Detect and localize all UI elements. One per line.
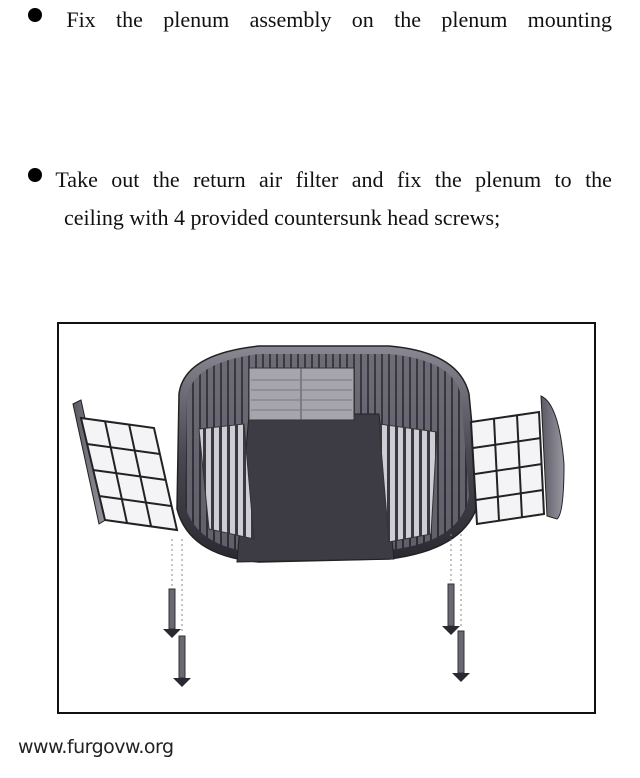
word: air (259, 167, 283, 192)
word: mounting (527, 7, 612, 32)
left-return-air-filter (73, 400, 177, 530)
word: the (394, 7, 421, 32)
watermark-url: www.furgovw.org (18, 736, 174, 758)
word: on (351, 7, 374, 32)
countersunk-screw (442, 584, 460, 635)
word: fix (396, 167, 422, 192)
step-2-line (28, 168, 612, 192)
plenum-exploded-view (59, 324, 594, 712)
word: Take (55, 167, 98, 192)
plenum-shell (177, 346, 479, 562)
countersunk-screw (163, 589, 181, 638)
word: Fix (66, 7, 96, 32)
word: the (434, 167, 462, 192)
bullet-icon (28, 168, 42, 182)
word: filter (295, 167, 339, 192)
word: assembly (249, 7, 332, 32)
word: return (193, 167, 246, 192)
countersunk-screw (173, 636, 191, 687)
word: plenum (163, 7, 230, 32)
word: the (585, 167, 612, 192)
countersunk-screw (452, 631, 470, 682)
word: the (152, 167, 180, 192)
word: to (554, 167, 572, 192)
step-2-continuation: ceiling with 4 provided countersunk head screws; (64, 205, 501, 230)
word: plenum (475, 167, 542, 192)
step-1-line (28, 8, 612, 32)
word: out (111, 167, 140, 192)
word: and (351, 167, 384, 192)
word: plenum (441, 7, 508, 32)
plenum-assembly-figure (57, 322, 596, 714)
bullet-icon (28, 8, 42, 22)
right-return-air-filter (471, 396, 564, 524)
word: the (116, 7, 143, 32)
